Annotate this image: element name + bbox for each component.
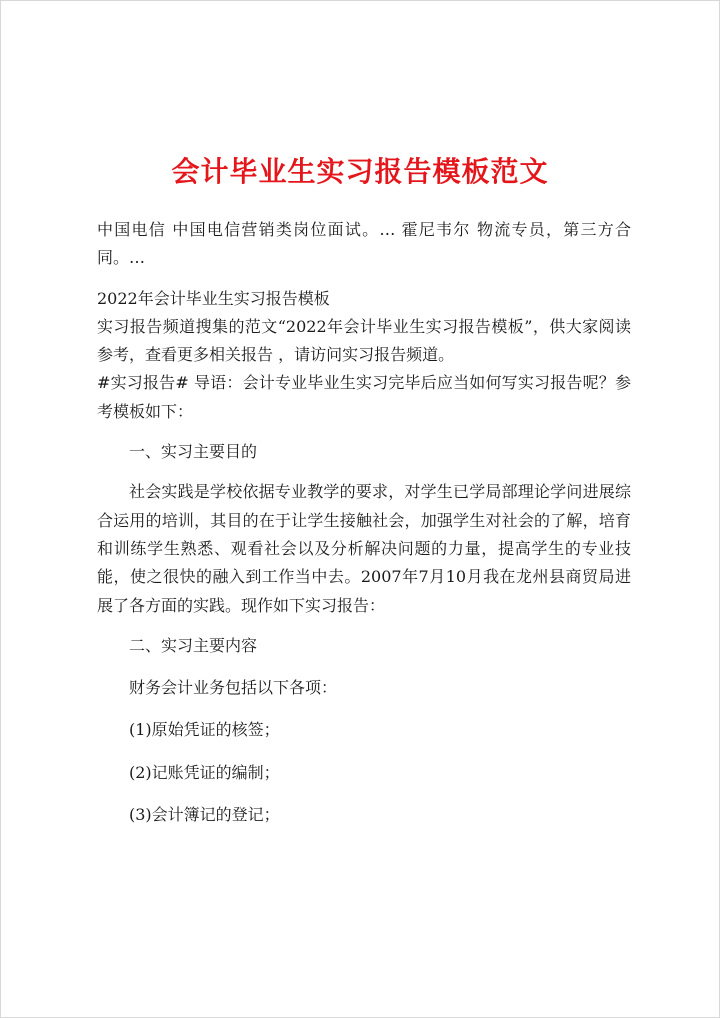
list-item: (2)记账凭证的编制；	[129, 762, 280, 782]
paragraph-heading-year: 2022年会计毕业生实习报告模板	[97, 288, 330, 308]
paragraph-guide: #实习报告# 导语：会计专业毕业生实习完毕后应当如何写实习报告呢？参考模板如下：	[97, 373, 631, 421]
section-heading-purpose: 一、实习主要目的	[129, 442, 258, 462]
paragraph-purpose: 社会实践是学校依据专业教学的要求，对学生已学局部理论学问进展综合运用的培训，其目的在于让学生接触社会，加强学生对社会的了解，培育和训练学生熟悉、观看社会以及分析解决问题的力量，提高学生的专业技能，使之很快的融入到工作当中去。2007年7月10月我在龙州县商贸局进展了各方面的实践。现作如下实习报告：	[97, 482, 631, 615]
paragraph-accounting-items: 财务会计业务包括以下各项：	[129, 678, 338, 698]
section-heading-content: 二、实习主要内容	[129, 635, 258, 655]
paragraph-channel-note: 实习报告频道搜集的范文“2022年会计毕业生实习报告模板”，供大家阅读参考，查看更多相关报告 ，请访问实习报告频道。	[97, 316, 631, 365]
paragraph-intro: 中国电信 中国电信营销类岗位面试。… 霍尼韦尔 物流专员，第三方合同。…	[97, 220, 631, 268]
list-item: (1)原始凭证的核签；	[129, 720, 280, 740]
document-body	[97, 216, 631, 829]
list-item: (3)会计簿记的登记；	[129, 805, 280, 825]
document-title: 会计毕业生实习报告模板范文	[171, 155, 549, 188]
